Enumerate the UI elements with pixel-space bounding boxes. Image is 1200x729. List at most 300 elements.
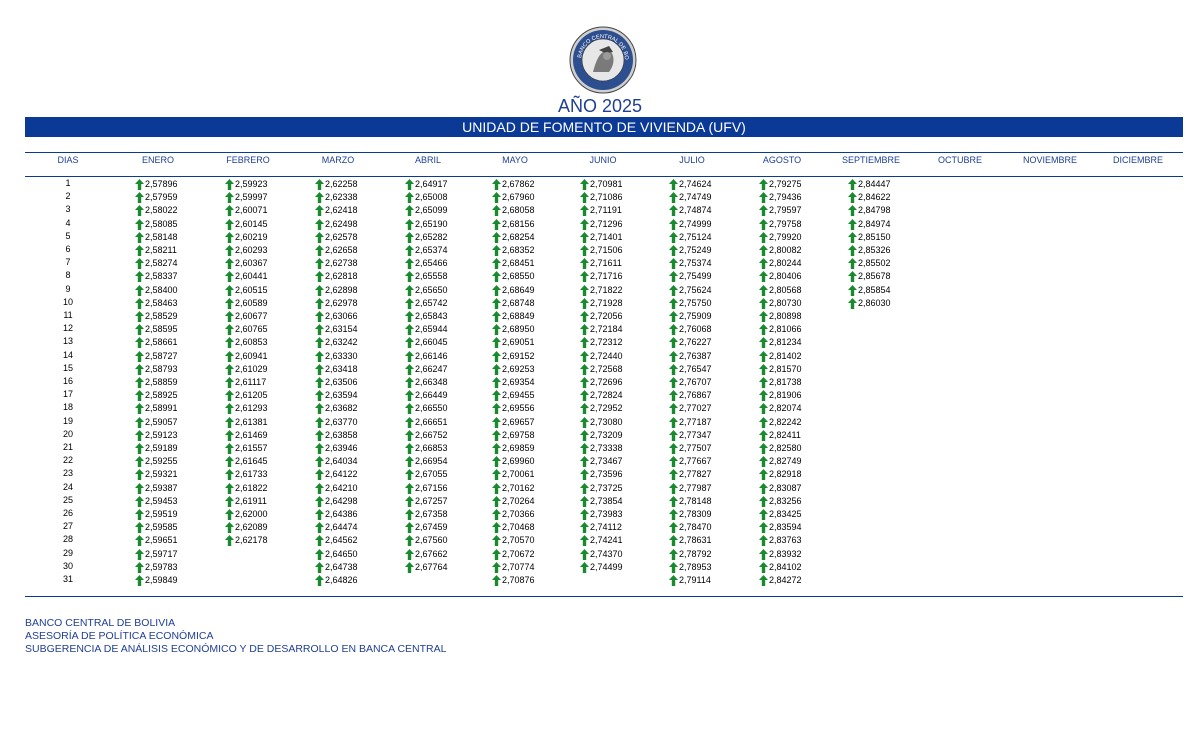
ufv-value-cell <box>492 191 535 204</box>
up-arrow-icon <box>315 469 324 480</box>
ufv-value-cell <box>580 416 623 429</box>
ufv-value-cell <box>135 204 178 217</box>
up-arrow-icon <box>580 456 589 467</box>
ufv-value-cell <box>848 231 891 244</box>
ufv-value: 2,64917 <box>415 179 448 189</box>
ufv-value: 2,77347 <box>679 429 712 440</box>
ufv-value-cell <box>759 429 801 442</box>
ufv-value: 2,57896 <box>145 179 178 189</box>
ufv-value: 2,74499 <box>590 561 623 572</box>
up-arrow-icon <box>225 443 234 454</box>
up-arrow-icon <box>669 192 678 203</box>
ufv-value-cell <box>315 561 358 574</box>
ufv-value: 2,64034 <box>325 456 358 467</box>
ufv-value-cell <box>315 389 358 402</box>
ufv-value: 2,82749 <box>769 456 802 467</box>
ufv-value-cell <box>492 561 535 574</box>
ufv-value-cell <box>405 270 448 283</box>
ufv-value-cell <box>135 468 178 481</box>
ufv-value-cell <box>492 297 535 310</box>
ufv-value-cell <box>135 442 178 455</box>
ufv-value: 2,58661 <box>145 337 178 348</box>
ufv-value: 2,71401 <box>590 231 623 242</box>
up-arrow-icon <box>315 496 324 507</box>
ufv-value-cell <box>315 257 358 270</box>
ufv-value: 2,84447 <box>858 179 891 189</box>
day-number: 6 <box>65 244 71 254</box>
day-number: 13 <box>62 336 73 347</box>
ufv-value-cell <box>580 336 623 349</box>
up-arrow-icon <box>759 271 768 282</box>
up-arrow-icon <box>315 205 324 216</box>
ufv-value-cell <box>225 363 268 376</box>
up-arrow-icon <box>759 311 768 322</box>
up-arrow-icon <box>405 549 414 560</box>
up-arrow-icon <box>492 575 501 586</box>
ufv-value-cell <box>580 521 622 534</box>
ufv-value: 2,60071 <box>235 205 268 216</box>
ufv-value-cell <box>669 178 712 191</box>
ufv-value: 2,78309 <box>679 509 712 519</box>
ufv-value: 2,62978 <box>325 297 358 308</box>
up-arrow-icon <box>405 496 414 507</box>
up-arrow-icon <box>759 351 768 362</box>
up-arrow-icon <box>405 271 414 282</box>
ufv-value: 2,84974 <box>858 218 891 229</box>
up-arrow-icon <box>492 337 501 348</box>
day-number: 20 <box>62 428 73 439</box>
day-number: 16 <box>62 376 73 386</box>
up-arrow-icon <box>135 483 144 494</box>
ufv-value-cell <box>315 508 358 521</box>
ufv-value-cell <box>759 561 802 574</box>
ufv-value: 2,84798 <box>858 205 891 216</box>
ufv-value: 2,75624 <box>679 284 712 295</box>
ufv-value-cell <box>669 468 712 481</box>
ufv-value-cell <box>759 442 802 455</box>
ufv-value-cell <box>492 455 535 468</box>
ufv-value: 2,84272 <box>769 575 802 585</box>
ufv-value: 2,60853 <box>235 337 268 348</box>
ufv-value: 2,83425 <box>769 509 802 519</box>
ufv-value: 2,85326 <box>858 245 891 255</box>
ufv-value-cell <box>225 350 268 363</box>
ufv-value-cell <box>492 548 535 561</box>
ufv-value: 2,67358 <box>415 509 448 519</box>
ufv-value-cell <box>580 508 623 521</box>
up-arrow-icon <box>759 535 768 546</box>
ufv-value: 2,71296 <box>590 218 623 229</box>
ufv-value: 2,62258 <box>325 179 358 189</box>
ufv-value: 2,61029 <box>235 363 268 374</box>
ufv-value-cell <box>759 402 802 415</box>
ufv-value-cell <box>580 244 623 257</box>
ufv-value: 2,66651 <box>415 416 448 427</box>
up-arrow-icon <box>405 351 414 362</box>
ufv-value-cell <box>580 455 623 468</box>
up-arrow-icon <box>669 403 678 414</box>
up-arrow-icon <box>669 179 678 190</box>
day-number: 15 <box>62 362 73 373</box>
up-arrow-icon <box>135 456 144 467</box>
up-arrow-icon <box>759 192 768 203</box>
ufv-value: 2,69253 <box>502 363 535 374</box>
ufv-value-cell <box>225 218 268 231</box>
ufv-value: 2,69051 <box>502 337 535 348</box>
day-number: 1 <box>65 178 71 188</box>
ufv-value: 2,62658 <box>325 245 358 255</box>
ufv-value: 2,58085 <box>145 218 178 229</box>
ufv-value: 2,61733 <box>235 469 268 480</box>
up-arrow-icon <box>405 324 414 335</box>
up-arrow-icon <box>135 430 144 441</box>
ufv-value-cell <box>669 350 712 363</box>
ufv-value-cell <box>580 257 622 270</box>
up-arrow-icon <box>759 562 768 573</box>
ufv-value: 2,58274 <box>145 258 178 269</box>
up-arrow-icon <box>580 179 589 190</box>
ufv-value-cell <box>225 429 268 442</box>
ufv-value-cell <box>405 508 448 521</box>
up-arrow-icon <box>580 390 589 401</box>
ufv-value-cell <box>492 284 535 297</box>
up-arrow-icon <box>580 549 589 560</box>
ufv-value-cell <box>405 376 448 389</box>
ufv-value-cell <box>315 244 358 257</box>
ufv-value: 2,70061 <box>502 469 535 480</box>
up-arrow-icon <box>759 364 768 375</box>
up-arrow-icon <box>492 351 501 362</box>
ufv-value: 2,59997 <box>235 192 268 203</box>
ufv-value-cell <box>405 244 448 257</box>
ufv-value: 2,71506 <box>590 245 623 255</box>
ufv-value-cell <box>580 561 623 574</box>
up-arrow-icon <box>848 285 857 296</box>
ufv-value: 2,66146 <box>415 350 448 361</box>
up-arrow-icon <box>225 390 234 401</box>
ufv-value: 2,66045 <box>415 337 448 348</box>
ufv-value: 2,71611 <box>590 258 622 269</box>
ufv-value: 2,84102 <box>769 561 802 572</box>
ufv-value-cell <box>580 310 623 323</box>
up-arrow-icon <box>135 377 144 388</box>
up-arrow-icon <box>580 403 589 414</box>
ufv-value-cell <box>225 257 268 270</box>
up-arrow-icon <box>135 285 144 296</box>
up-arrow-icon <box>492 509 501 520</box>
ufv-value-cell <box>225 270 268 283</box>
ufv-value: 2,75124 <box>679 231 712 242</box>
ufv-value-cell <box>315 376 358 389</box>
up-arrow-icon <box>225 456 234 467</box>
up-arrow-icon <box>580 298 589 309</box>
ufv-value: 2,73983 <box>590 509 623 519</box>
ufv-value: 2,78470 <box>679 522 712 533</box>
ufv-value: 2,58529 <box>145 311 178 321</box>
ufv-value-cell <box>135 284 178 297</box>
ufv-value: 2,59189 <box>145 443 178 453</box>
up-arrow-icon <box>669 483 678 494</box>
up-arrow-icon <box>135 364 144 375</box>
ufv-value: 2,64826 <box>325 575 358 585</box>
ufv-value-cell <box>225 231 268 244</box>
up-arrow-icon <box>492 403 501 414</box>
ufv-value-cell <box>669 204 712 217</box>
ufv-value: 2,67055 <box>415 469 448 480</box>
ufv-value: 2,68849 <box>502 311 535 321</box>
ufv-value: 2,76227 <box>679 337 712 348</box>
up-arrow-icon <box>315 562 324 573</box>
ufv-value-cell <box>759 363 802 376</box>
ufv-value-cell <box>669 297 712 310</box>
ufv-value: 2,61117 <box>235 377 267 387</box>
ufv-value: 2,63682 <box>325 403 358 414</box>
day-number: 11 <box>63 310 73 320</box>
day-number: 26 <box>62 508 73 518</box>
ufv-value: 2,59057 <box>145 416 178 427</box>
ufv-value-cell <box>315 442 358 455</box>
up-arrow-icon <box>759 179 768 190</box>
day-number: 2 <box>65 191 71 202</box>
up-arrow-icon <box>225 483 234 494</box>
ufv-value: 2,76387 <box>679 350 712 361</box>
ufv-value-cell <box>225 178 268 191</box>
ufv-value-cell <box>759 508 802 521</box>
ufv-value-cell <box>405 218 448 231</box>
ufv-value-cell <box>492 350 535 363</box>
up-arrow-icon <box>492 430 501 441</box>
up-arrow-icon <box>315 258 324 269</box>
up-arrow-icon <box>135 443 144 454</box>
up-arrow-icon <box>315 535 324 546</box>
up-arrow-icon <box>669 351 678 362</box>
up-arrow-icon <box>405 430 414 441</box>
ufv-value-cell <box>669 548 712 561</box>
ufv-value: 2,83594 <box>769 522 802 533</box>
up-arrow-icon <box>135 219 144 230</box>
up-arrow-icon <box>580 285 589 296</box>
ufv-value: 2,63154 <box>325 324 358 335</box>
ufv-value-cell <box>492 244 535 257</box>
up-arrow-icon <box>315 298 324 309</box>
ufv-value: 2,60145 <box>235 218 268 229</box>
ufv-value-cell <box>492 363 535 376</box>
day-number: 19 <box>62 415 73 426</box>
ufv-value: 2,69455 <box>502 390 535 401</box>
ufv-value: 2,65374 <box>415 245 448 255</box>
ufv-value-cell <box>225 310 268 323</box>
svg-text:BANCO CENTRAL DE BOLIVIA: BANCO CENTRAL DE BO <box>577 33 630 61</box>
ufv-value-cell <box>135 218 178 231</box>
up-arrow-icon <box>492 298 501 309</box>
up-arrow-icon <box>315 483 324 494</box>
up-arrow-icon <box>135 192 144 203</box>
ufv-value-cell <box>492 416 535 429</box>
ufv-value-cell <box>405 231 448 244</box>
ufv-value-cell <box>135 363 178 376</box>
ufv-value: 2,60941 <box>235 350 268 361</box>
up-arrow-icon <box>759 258 768 269</box>
ufv-value-cell <box>315 350 358 363</box>
ufv-value: 2,67257 <box>415 495 448 506</box>
ufv-value-cell <box>759 495 802 508</box>
ufv-value: 2,65650 <box>415 284 448 295</box>
ufv-value: 2,61645 <box>235 456 268 467</box>
ufv-value: 2,62338 <box>325 192 358 203</box>
up-arrow-icon <box>315 509 324 520</box>
up-arrow-icon <box>135 509 144 520</box>
ufv-value: 2,70264 <box>502 495 535 506</box>
up-arrow-icon <box>405 469 414 480</box>
ufv-value-cell <box>405 178 448 191</box>
up-arrow-icon <box>848 205 857 216</box>
ufv-value-cell <box>759 257 802 270</box>
ufv-value: 2,70570 <box>502 535 535 546</box>
ufv-value-cell <box>492 323 535 336</box>
ufv-value-cell <box>759 350 802 363</box>
ufv-value-cell <box>135 482 178 495</box>
ufv-value: 2,66348 <box>415 377 448 387</box>
up-arrow-icon <box>759 575 768 586</box>
ufv-value-cell <box>669 402 712 415</box>
ufv-value-cell <box>580 429 623 442</box>
ufv-value: 2,62898 <box>325 284 358 295</box>
ufv-value: 2,65944 <box>415 324 448 335</box>
ufv-value: 2,74874 <box>679 205 712 216</box>
up-arrow-icon <box>135 271 144 282</box>
day-number: 22 <box>62 455 73 466</box>
ufv-value: 2,60677 <box>235 311 268 321</box>
ufv-value-cell <box>669 244 712 257</box>
ufv-value: 2,63946 <box>325 443 358 453</box>
ufv-value-cell <box>580 270 623 283</box>
ufv-value: 2,83932 <box>769 548 802 559</box>
ufv-value-cell <box>135 389 178 402</box>
ufv-value: 2,59321 <box>145 469 178 480</box>
ufv-value-cell <box>492 270 535 283</box>
ufv-value-cell <box>225 204 268 217</box>
up-arrow-icon <box>225 232 234 243</box>
ufv-value: 2,78631 <box>679 535 712 546</box>
up-arrow-icon <box>580 205 589 216</box>
up-arrow-icon <box>669 496 678 507</box>
ufv-value-cell <box>759 310 802 323</box>
ufv-value-cell <box>315 468 358 481</box>
up-arrow-icon <box>580 232 589 243</box>
up-arrow-icon <box>580 522 589 533</box>
ufv-value-cell <box>315 323 358 336</box>
ufv-value: 2,78148 <box>679 495 712 506</box>
up-arrow-icon <box>135 298 144 309</box>
up-arrow-icon <box>405 364 414 375</box>
ufv-value-cell <box>315 297 358 310</box>
ufv-value-cell <box>580 284 623 297</box>
ufv-value-cell <box>759 323 802 336</box>
ufv-value-cell <box>492 508 535 521</box>
ufv-value: 2,59387 <box>145 482 178 493</box>
ufv-value: 2,74749 <box>679 192 712 203</box>
up-arrow-icon <box>315 417 324 428</box>
ufv-value-cell <box>225 455 268 468</box>
ufv-value-cell <box>759 297 802 310</box>
ufv-value-cell <box>848 284 891 297</box>
up-arrow-icon <box>225 192 234 203</box>
up-arrow-icon <box>492 469 501 480</box>
ufv-value-cell <box>669 442 712 455</box>
ufv-value: 2,82411 <box>769 429 801 440</box>
up-arrow-icon <box>492 258 501 269</box>
up-arrow-icon <box>315 179 324 190</box>
ufv-value-cell <box>405 561 448 574</box>
up-arrow-icon <box>580 219 589 230</box>
ufv-value: 2,79920 <box>769 231 802 242</box>
ufv-value-cell <box>759 534 802 547</box>
ufv-value-cell <box>135 323 178 336</box>
up-arrow-icon <box>669 522 678 533</box>
day-number: 10 <box>62 296 73 307</box>
up-arrow-icon <box>135 311 144 322</box>
up-arrow-icon <box>225 179 234 190</box>
up-arrow-icon <box>135 179 144 190</box>
up-arrow-icon <box>405 311 414 322</box>
up-arrow-icon <box>135 535 144 546</box>
ufv-value-cell <box>848 204 891 217</box>
up-arrow-icon <box>135 496 144 507</box>
up-arrow-icon <box>405 219 414 230</box>
ufv-value: 2,67662 <box>415 548 448 559</box>
up-arrow-icon <box>225 324 234 335</box>
up-arrow-icon <box>135 351 144 362</box>
up-arrow-icon <box>492 245 501 256</box>
ufv-value-cell <box>848 270 891 283</box>
up-arrow-icon <box>135 575 144 586</box>
ufv-value: 2,65008 <box>415 192 448 203</box>
ufv-value: 2,76547 <box>679 363 712 374</box>
up-arrow-icon <box>225 258 234 269</box>
up-arrow-icon <box>315 364 324 375</box>
up-arrow-icon <box>135 245 144 256</box>
up-arrow-icon <box>225 430 234 441</box>
ufv-value-cell <box>315 218 358 231</box>
up-arrow-icon <box>315 219 324 230</box>
up-arrow-icon <box>759 496 768 507</box>
ufv-value: 2,70672 <box>502 548 535 559</box>
up-arrow-icon <box>225 364 234 375</box>
up-arrow-icon <box>315 271 324 282</box>
ufv-value: 2,81906 <box>769 390 802 401</box>
ufv-value-cell <box>492 257 535 270</box>
up-arrow-icon <box>669 469 678 480</box>
up-arrow-icon <box>669 417 678 428</box>
ufv-value-cell <box>405 350 448 363</box>
up-arrow-icon <box>135 549 144 560</box>
ufv-value-cell <box>405 402 448 415</box>
ufv-value: 2,68156 <box>502 218 535 229</box>
up-arrow-icon <box>669 456 678 467</box>
up-arrow-icon <box>405 298 414 309</box>
ufv-value: 2,57959 <box>145 192 178 203</box>
up-arrow-icon <box>492 549 501 560</box>
up-arrow-icon <box>225 285 234 296</box>
ufv-value-cell <box>135 508 178 521</box>
ufv-value: 2,72440 <box>590 350 623 361</box>
footer-bank-name: BANCO CENTRAL DE BOLIVIA <box>25 617 176 629</box>
up-arrow-icon <box>405 179 414 190</box>
ufv-value: 2,65190 <box>415 218 448 229</box>
ufv-value-cell <box>580 482 623 495</box>
up-arrow-icon <box>759 219 768 230</box>
ufv-value: 2,68254 <box>502 231 535 242</box>
